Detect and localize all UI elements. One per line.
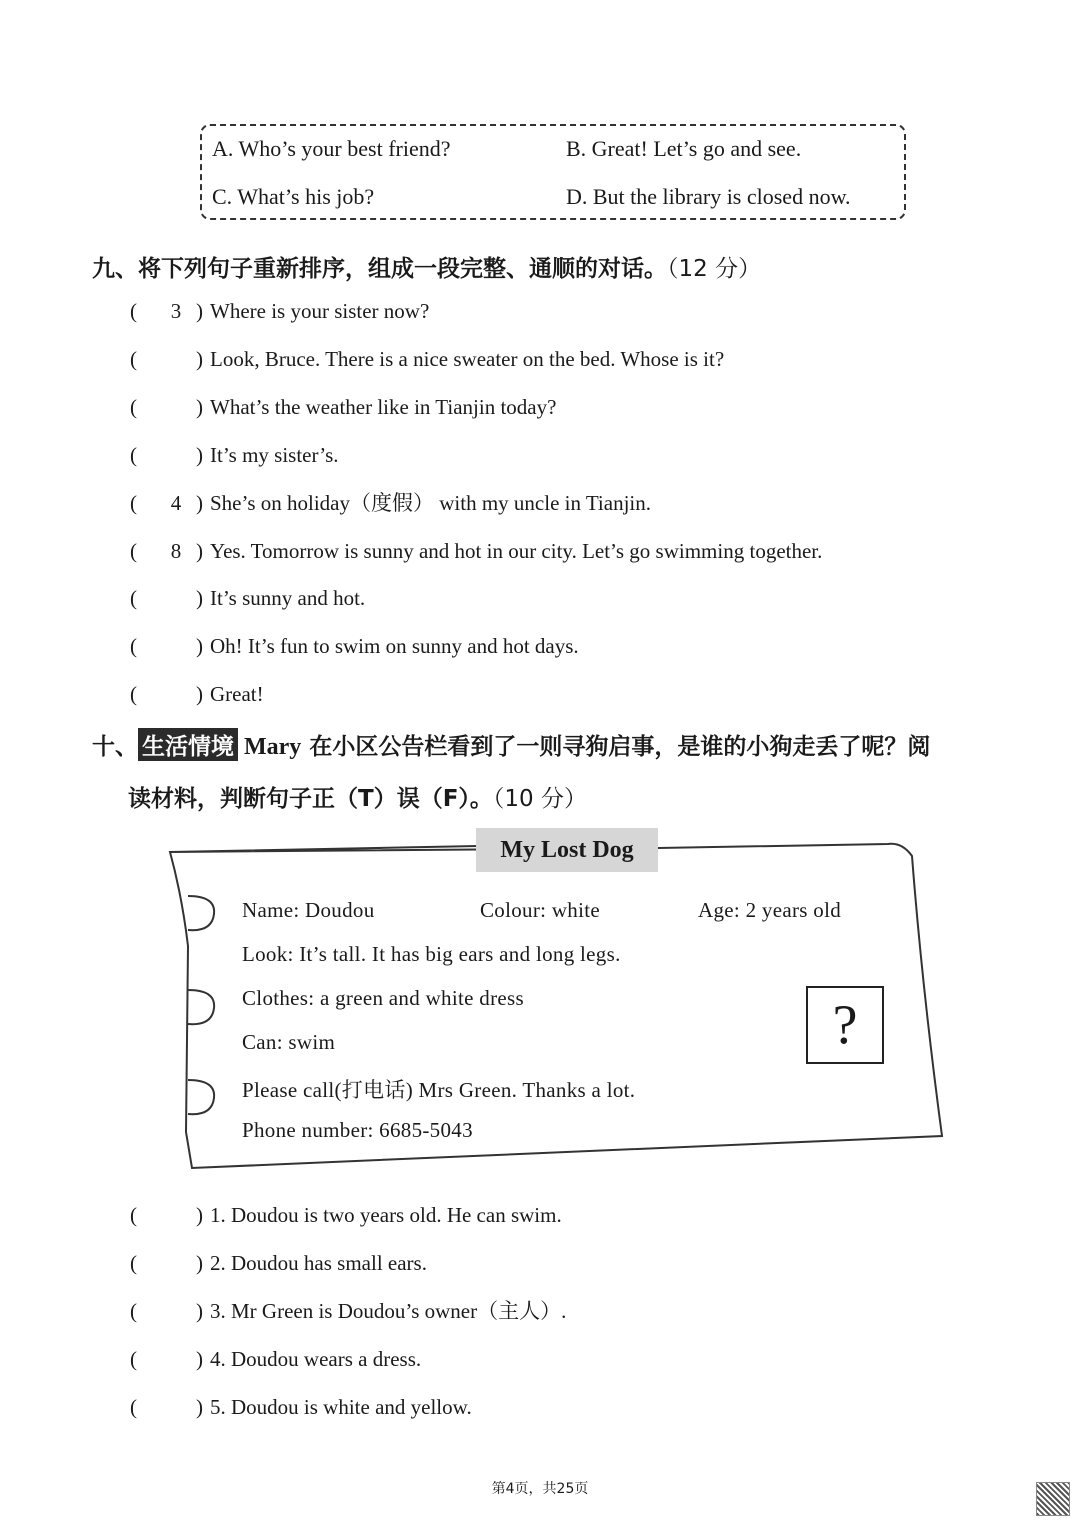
section10-item-row [130,1247,427,1279]
open-paren: ( [130,347,137,371]
qr-code-icon [1036,1482,1070,1516]
open-paren: ( [130,1203,137,1227]
close-paren: ) [196,1251,203,1275]
close-paren: ) [196,1203,203,1227]
section10-score: （10 分） [492,786,587,812]
item-text: It’s sunny and hot. [210,586,366,610]
item-text: 2. Doudou has small ears. [210,1251,427,1275]
section9-item-row [130,295,429,327]
section10-line1: 在小区公告栏看到了一则寻狗启事，是谁的小狗走丢了呢？阅 [301,734,931,760]
option-b: B. Great! Let’s go and see. [566,136,802,161]
item-text: Where is your sister now? [210,299,430,323]
item-text: 4. Doudou wears a dress. [210,1347,422,1371]
section10-heading [92,728,930,761]
poster-look: Look: It’s tall. It has big ears and long legs. [242,942,621,966]
context-tag: 生活情境 [138,728,238,761]
section9-title: 九、将下列句子重新排序，组成一段完整、通顺的对话。 [92,256,667,282]
section9-item-row [130,630,579,662]
item-text: She’s on holiday（度假） with my uncle in Tianjin. [210,491,652,515]
close-paren: ) [196,395,203,419]
item-text: 3. Mr Green is Doudou’s owner（主人）. [210,1299,567,1323]
section9-score: （12 分） [667,256,762,282]
answer-blank[interactable]: 8 [170,539,182,563]
item-text: It’s my sister’s. [210,443,339,467]
open-paren: ( [130,395,137,419]
section10-item-row [130,1343,421,1375]
section9-item-row [130,535,822,567]
section9-item-row [130,582,365,614]
open-paren: ( [130,634,137,658]
open-paren: ( [130,1299,137,1323]
item-text: Look, Bruce. There is a nice sweater on the bed. Whose is it? [210,347,725,371]
answer-blank[interactable]: 3 [170,299,182,323]
close-paren: ) [196,347,203,371]
option-a: A. Who’s your best friend? [212,136,451,161]
open-paren: ( [130,1395,137,1419]
mary-name: Mary [244,734,302,760]
poster-can: Can: swim [242,1030,336,1054]
section10-item-row [130,1295,566,1327]
section9-heading [92,250,761,283]
close-paren: ) [196,1347,203,1371]
section10-item-row [130,1199,562,1231]
item-text: Oh! It’s fun to swim on sunny and hot days. [210,634,579,658]
close-paren: ) [196,491,203,515]
open-paren: ( [130,586,137,610]
open-paren: ( [130,299,137,323]
close-paren: ) [196,634,203,658]
open-paren: ( [130,1251,137,1275]
section9-item-row [130,391,556,423]
close-paren: ) [196,299,203,323]
poster-phone: Phone number: 6685-5043 [242,1118,473,1142]
item-text: What’s the weather like in Tianjin today? [210,395,557,419]
section9-item-row [130,439,339,471]
close-paren: ) [196,443,203,467]
poster-name: Name: Doudou [242,898,375,922]
open-paren: ( [130,1347,137,1371]
option-c: C. What’s his job? [212,184,375,209]
item-text: Yes. Tomorrow is sunny and hot in our city. Let’s go swimming together. [210,539,823,563]
poster-age: Age: 2 years old [698,898,842,922]
item-text: Great! [210,682,264,706]
section9-item-row [130,343,724,375]
close-paren: ) [196,1299,203,1323]
close-paren: ) [196,539,203,563]
dog-photo-placeholder: ? [806,986,884,1064]
open-paren: ( [130,539,137,563]
section10-line2: 读材料，判断句子正（T）误（F）。 [128,786,493,812]
page-footer: 第4页，共25页 [491,1481,589,1497]
open-paren: ( [130,443,137,467]
poster-call: Please call(打电话) Mrs Green. Thanks a lot. [242,1078,636,1102]
item-text: 1. Doudou is two years old. He can swim. [210,1203,562,1227]
open-paren: ( [130,491,137,515]
close-paren: ) [196,586,203,610]
poster-title: My Lost Dog [476,828,658,872]
item-text: 5. Doudou is white and yellow. [210,1395,472,1419]
poster-colour: Colour: white [480,898,600,922]
open-paren: ( [130,682,137,706]
section9-item-row [130,678,264,710]
close-paren: ) [196,1395,203,1419]
close-paren: ) [196,682,203,706]
section10-number: 十、 [92,734,138,760]
section9-item-row [130,487,651,519]
answer-blank[interactable]: 4 [170,491,182,515]
section10-item-row [130,1391,472,1423]
option-d: D. But the library is closed now. [566,184,851,209]
section10-heading-line2 [128,780,587,813]
poster-clothes: Clothes: a green and white dress [242,986,524,1010]
